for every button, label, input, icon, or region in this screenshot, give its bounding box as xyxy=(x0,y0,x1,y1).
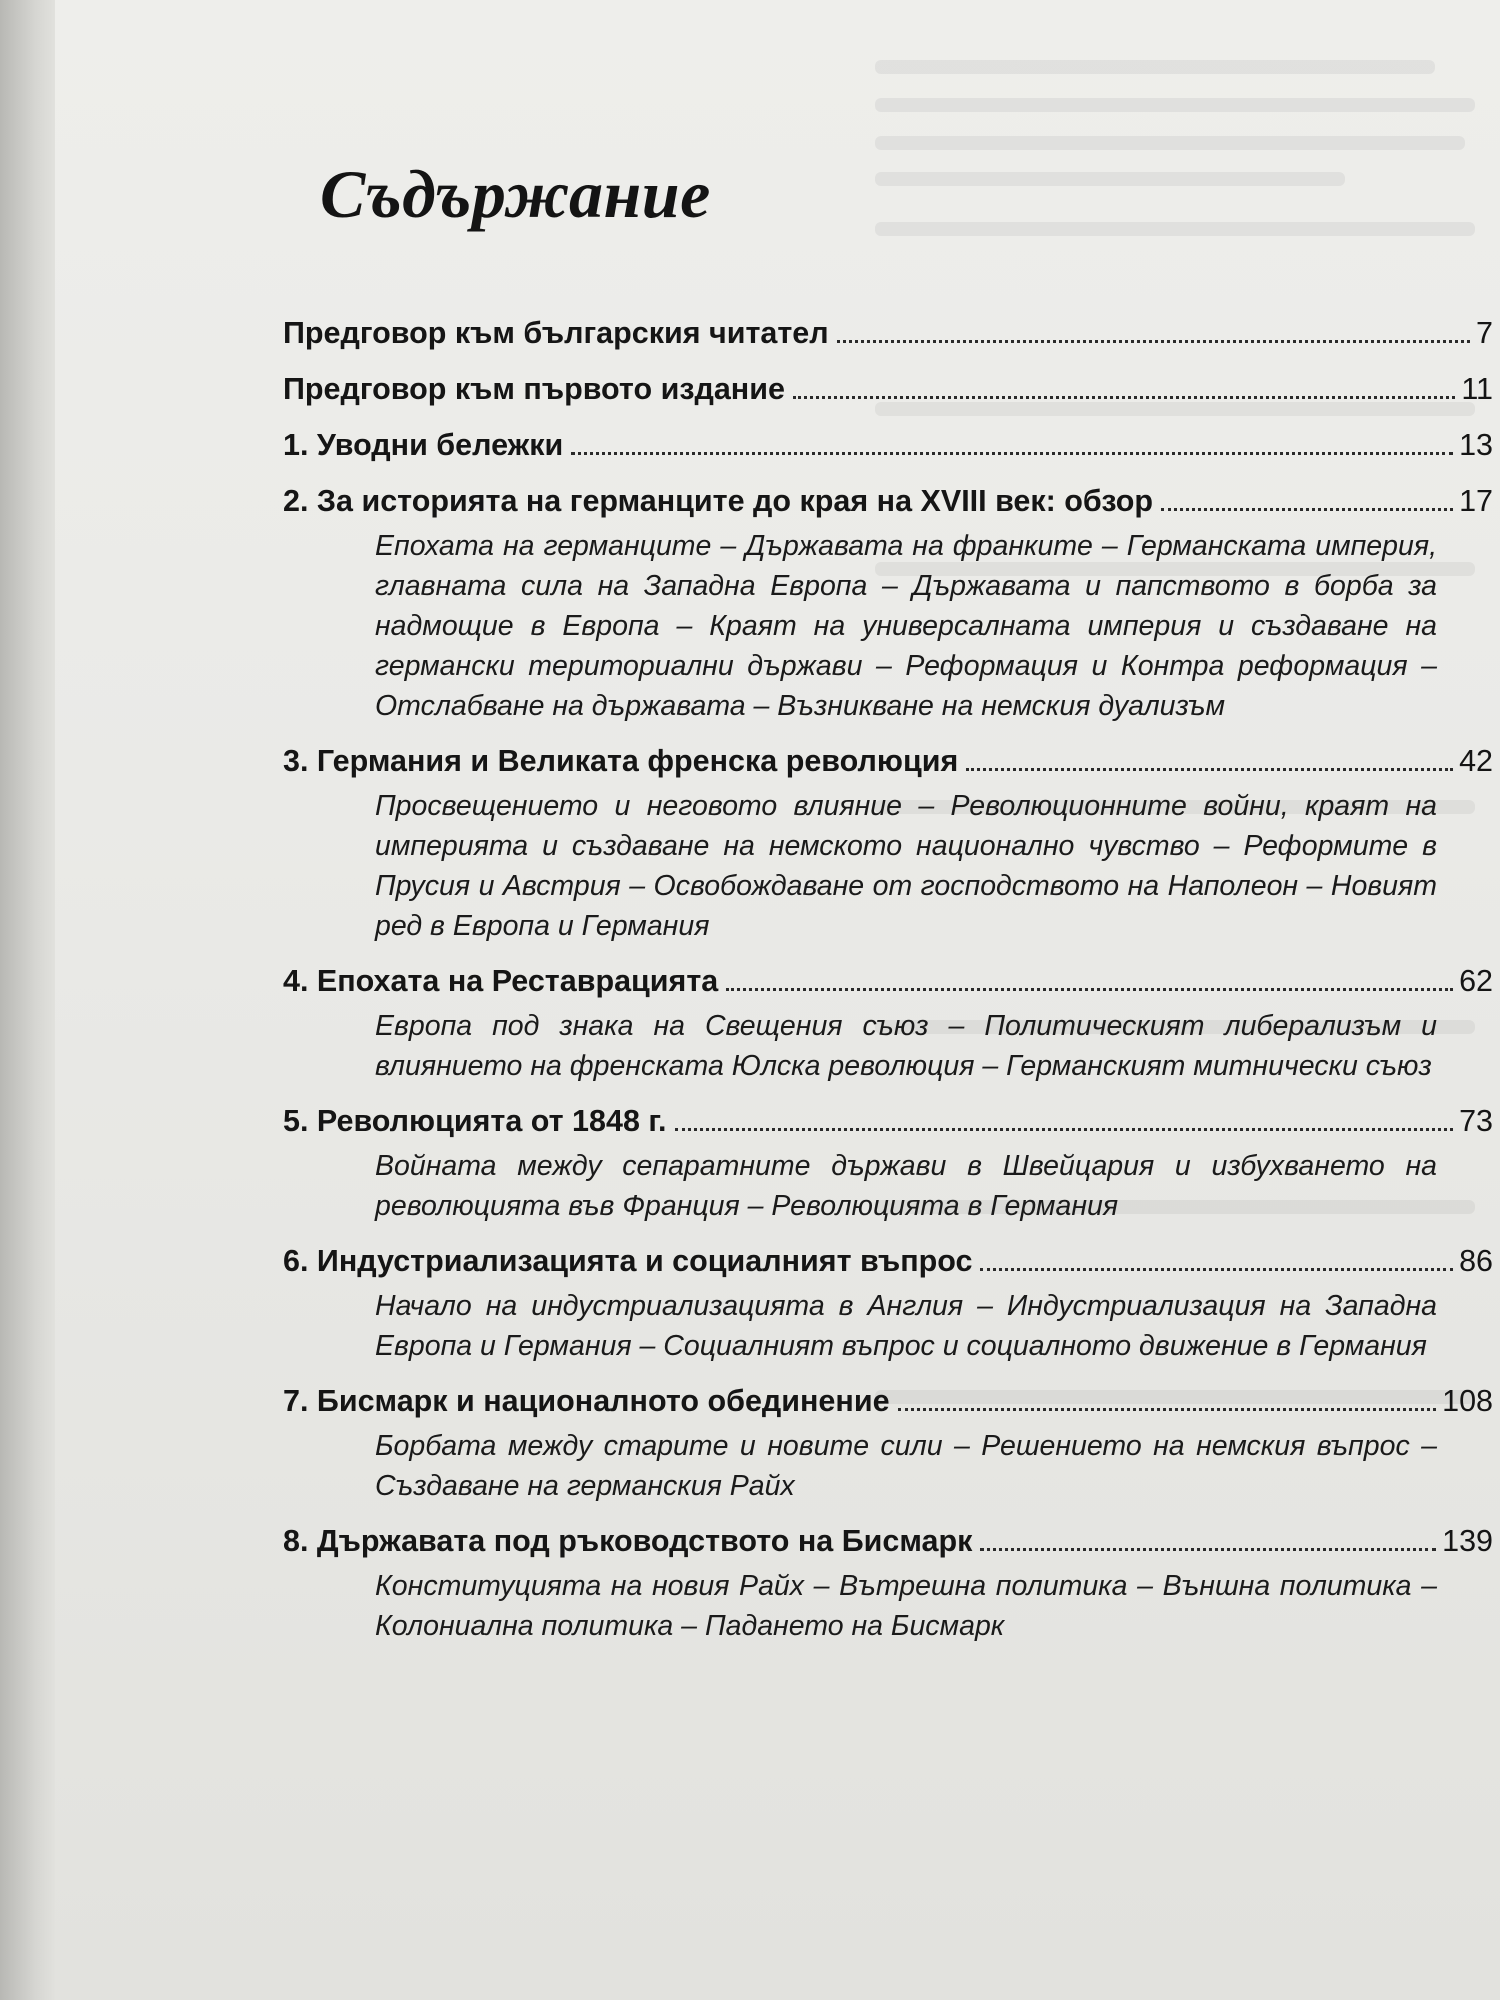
toc-page-number: 7 xyxy=(1476,316,1493,350)
dot-leader xyxy=(980,1268,1453,1271)
dot-leader xyxy=(898,1408,1437,1411)
book-spine-shadow xyxy=(0,0,60,2000)
page-title: Съдържание xyxy=(320,156,711,232)
toc-entry-title: 3. Германия и Великата френска революция xyxy=(283,744,959,778)
toc-entry xyxy=(283,312,1493,354)
toc-entry-title: 2. За историята на германците до края на XVIII век: обзор xyxy=(283,484,1154,518)
toc-entry xyxy=(283,1100,1493,1226)
toc-entry xyxy=(283,368,1493,410)
toc-entry-line xyxy=(283,312,1493,354)
toc-entry-summary: Европа под знака на Свещения съюз – Политическият либерализъм и влиянието на френската Юлска революция – Германският митнически съюз xyxy=(375,1010,1437,1082)
dot-leader xyxy=(966,768,1453,771)
toc-entry-line xyxy=(283,480,1493,522)
toc-entry-line xyxy=(283,1240,1493,1282)
dot-leader xyxy=(980,1548,1436,1551)
toc-entry-line xyxy=(283,1100,1493,1142)
dot-leader xyxy=(726,988,1453,991)
toc-page-number: 17 xyxy=(1459,484,1493,518)
toc-entry-summary: Войната между сепаратните държави в Швейцария и избухването на революцията във Франция – Революцията в Германия xyxy=(375,1150,1437,1222)
toc-entry-line xyxy=(283,1380,1493,1422)
toc-page-number: 73 xyxy=(1459,1104,1493,1138)
toc-entry-line xyxy=(283,740,1493,782)
toc-entry-line xyxy=(283,960,1493,1002)
toc-page-number: 13 xyxy=(1459,428,1493,462)
toc-page-number: 139 xyxy=(1442,1524,1493,1558)
toc-entry-summary: Начало на индустриализацията в Англия – Индустриализация на Западна Европа и Германия – Социалният въпрос и социалното движение в Германия xyxy=(375,1290,1437,1362)
toc-entry xyxy=(283,740,1493,946)
toc-entry-title: 6. Индустриализацията и социалният въпрос xyxy=(283,1244,973,1278)
table-of-contents xyxy=(283,312,1493,1660)
toc-entry-line xyxy=(283,1520,1493,1562)
toc-page-number: 42 xyxy=(1459,744,1493,778)
toc-page-number: 62 xyxy=(1459,964,1493,998)
toc-entry xyxy=(283,960,1493,1086)
toc-entry-line xyxy=(283,368,1493,410)
toc-entry xyxy=(283,1240,1493,1366)
toc-entry-title: Предговор към първото издание xyxy=(283,372,785,406)
book-page xyxy=(55,0,1500,2000)
toc-entry xyxy=(283,1380,1493,1506)
toc-page-number: 86 xyxy=(1459,1244,1493,1278)
toc-entry-summary: Просвещението и неговото влияние – Революционните войни, краят на империята и създаване на немското национално чувство – Реформите в Прусия и Австрия – Освобождаване от господството на Наполеон – Новият ред в Европа и Германия xyxy=(375,790,1437,942)
toc-page-number: 11 xyxy=(1461,372,1493,406)
dot-leader xyxy=(675,1128,1454,1131)
toc-entry-title: 5. Революцията от 1848 г. xyxy=(283,1104,667,1138)
toc-page-number: 108 xyxy=(1442,1384,1493,1418)
toc-entry-title: Предговор към българския читател xyxy=(283,316,829,350)
dot-leader xyxy=(571,452,1453,455)
toc-entry xyxy=(283,424,1493,466)
toc-entry-line xyxy=(283,424,1493,466)
dot-leader xyxy=(793,396,1455,399)
toc-entry-title: 4. Епохата на Реставрацията xyxy=(283,964,719,998)
dot-leader xyxy=(837,340,1470,343)
toc-entry-summary: Епохата на германците – Държавата на франките – Германската империя, главната сила на Западна Европа – Държавата и папството в борба за надмощие в Европа – Краят на универсалната империя и създаване на германски териториални държави – Реформация и Контра реформация – Отслабване на държавата – Възникване на немския дуализъм xyxy=(375,530,1437,722)
toc-entry-summary: Борбата между старите и новите сили – Решението на немския въпрос – Създаване на германския Райх xyxy=(375,1430,1437,1502)
toc-entry xyxy=(283,480,1493,726)
toc-entry-summary: Конституцията на новия Райх – Вътрешна политика – Външна политика – Колониална политика – Падането на Бисмарк xyxy=(375,1570,1437,1642)
toc-entry xyxy=(283,1520,1493,1646)
dot-leader xyxy=(1161,508,1453,511)
toc-entry-title: 1. Уводни бележки xyxy=(283,428,564,462)
toc-entry-title: 8. Държавата под ръководството на Бисмарк xyxy=(283,1524,973,1558)
toc-entry-title: 7. Бисмарк и националното обединение xyxy=(283,1384,890,1418)
